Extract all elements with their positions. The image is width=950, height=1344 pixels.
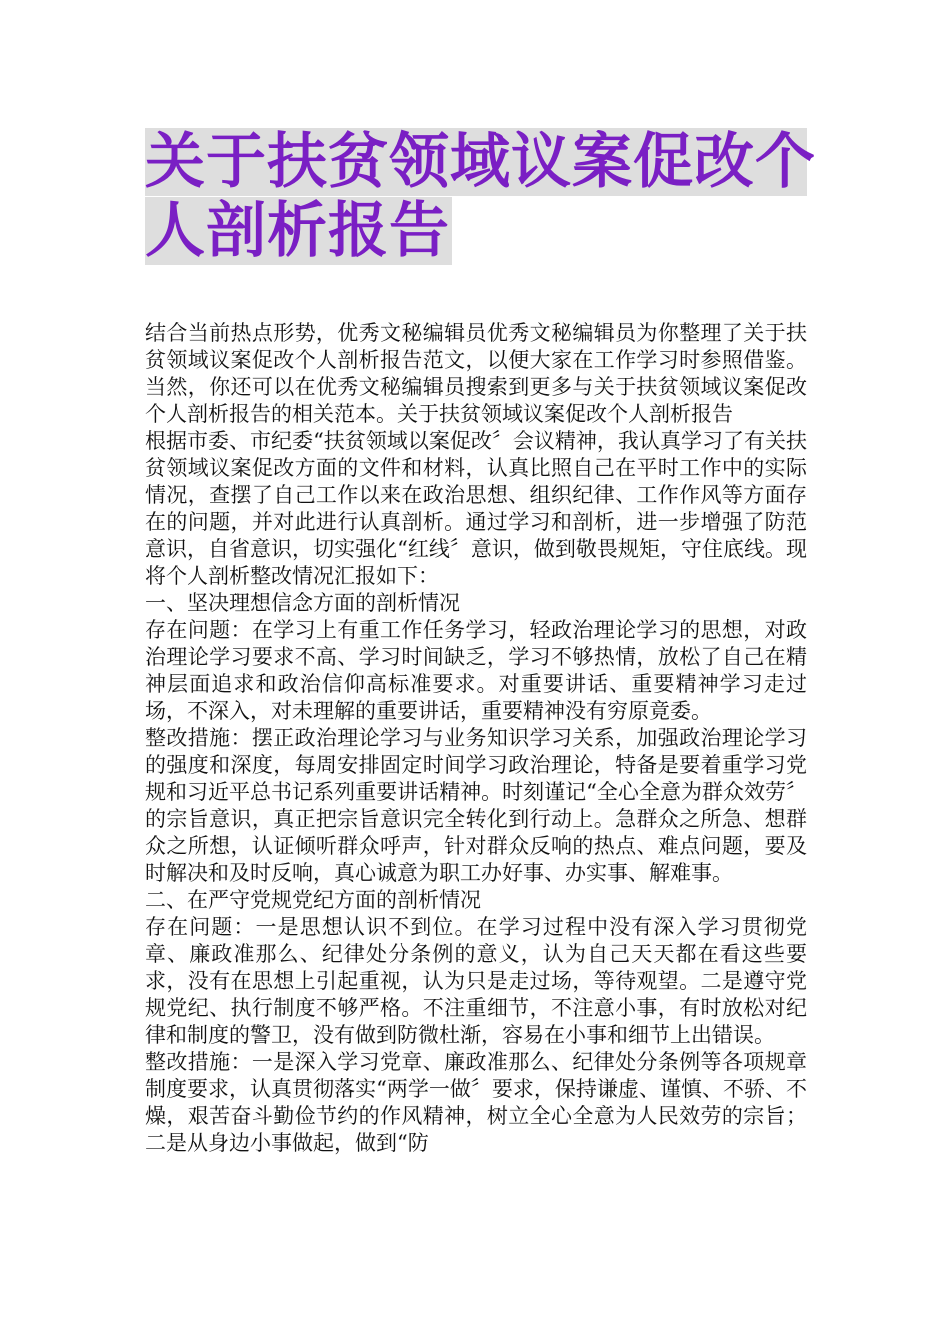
document-body: [145, 320, 807, 1157]
section-heading-1: 一、坚决理想信念方面的剖析情况: [145, 591, 460, 615]
section-2-measures: 整改措施：一是深入学习党章、廉政准那么、纪律处分条例等各项规章制度要求，认真贯彻落实“两学一做〞要求，保持谦虚、谨慎、不骄、不燥，艰苦奋斗勤俭节约的作风精神，树立全心全意为人民效劳的宗旨；二是从身边小事做起，做到“防: [145, 1050, 807, 1155]
title-line-2: 人剖析报告: [145, 196, 450, 266]
section-1-problems: 存在问题：在学习上有重工作任务学习，轻政治理论学习的思想，对政治理论学习要求不高、学习时间缺乏，学习不够热情，放松了自己在精神层面追求和政治信仰高标准要求。对重要讲话、重要精神学习走过场，不深入，对未理解的重要讲话，重要精神没有穷原竟委。: [145, 618, 807, 723]
title-line-1: 关于扶贫领域议案促改个: [145, 127, 816, 197]
document-title: [145, 128, 825, 266]
intro-paragraph: 结合当前热点形势，优秀文秘编辑员优秀文秘编辑员为你整理了关于扶贫领域议案促改个人剖析报告范文，以便大家在工作学习时参照借鉴。当然，你还可以在优秀文秘编辑员搜索到更多与关于扶贫领域议案促改个人剖析报告的相关范本。关于扶贫领域议案促改个人剖析报告: [145, 321, 807, 426]
background-paragraph: 根据市委、市纪委“扶贫领域以案促改〞会议精神，我认真学习了有关扶贫领域议案促改方面的文件和材料，认真比照自己在平时工作中的实际情况，查摆了自己工作以来在政治思想、组织纪律、工作作风等方面存在的问题，并对此进行认真剖析。通过学习和剖析，进一步增强了防范意识，自省意识，切实强化“红线〞意识，做到敬畏规矩，守住底线。现将个人剖析整改情况汇报如下：: [145, 429, 807, 588]
section-heading-2: 二、在严守党规党纪方面的剖析情况: [145, 888, 481, 912]
section-1-measures: 整改措施：摆正政治理论学习与业务知识学习关系，加强政治理论学习的强度和深度，每周安排固定时间学习政治理论，特备是要着重学习党规和习近平总书记系列重要讲话精神。时刻谨记“全心全意为群众效劳〞的宗旨意识，真正把宗旨意识完全转化到行动上。急群众之所急、想群众之所想，认证倾听群众呼声，针对群众反响的热点、难点问题，要及时解决和及时反响，真心诚意为职工办好事、办实事、解难事。: [145, 726, 807, 885]
section-2-problems: 存在问题：一是思想认识不到位。在学习过程中没有深入学习贯彻党章、廉政准那么、纪律处分条例的意义，认为自己天天都在看这些要求，没有在思想上引起重视，认为只是走过场，等待观望。二是遵守党规党纪、执行制度不够严格。不注重细节，不注意小事，有时放松对纪律和制度的警卫，没有做到防微杜渐，容易在小事和细节上出错误。: [145, 915, 807, 1047]
